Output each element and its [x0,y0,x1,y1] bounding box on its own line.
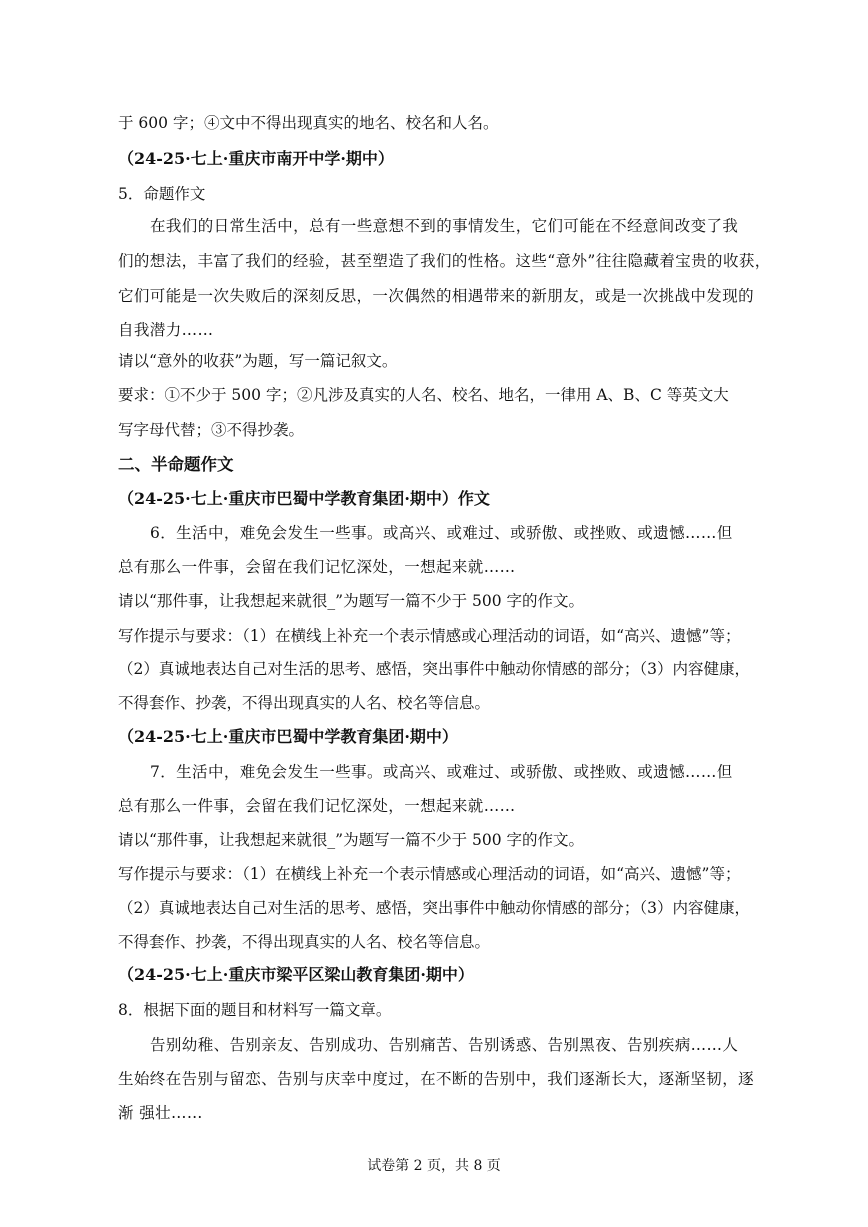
requirements-text: 写作提示与要求：（1）在横线上补充一个表示情感或心理活动的词语，如“高兴、遗憾”等； [118,627,741,645]
requirements-text: 不得套作、抄袭，不得出现真实的人名、校名等信息。 [118,933,491,951]
prompt-text: 生始终在告别与留恋、告别与庆幸中度过，在不断的告别中，我们逐渐长大，逐渐坚韧，逐 [118,1070,755,1088]
requirements-text: 要求：①不少于 500 字；②凡涉及真实的人名、校名、地名，一律用 A、B、C 等英文大 [118,386,729,404]
instruction-text: 请以“那件事，让我想起来就很_”为题写一篇不少于 500 字的作文。 [118,831,585,849]
prompt-text: 总有那么一件事，会留在我们记忆深处，一想起来就…… [118,797,516,815]
requirements-text: 写作提示与要求：（1）在横线上补充一个表示情感或心理活动的词语，如“高兴、遗憾”等； [118,865,741,883]
question-number: 5．命题作文 [118,185,206,203]
prompt-text: 7．生活中，难免会发生一些事。或高兴、或难过、或骄傲、或挫败、或遗憾……但 [150,763,733,781]
page-footer: 试卷第 2 页，共 8 页 [367,1158,501,1174]
instruction-text: 请以“意外的收获”为题，写一篇记叙文。 [118,352,398,370]
prompt-text: 它们可能是一次失败后的深刻反思，一次偶然的相遇带来的新朋友，或是一次挑战中发现的 [118,287,755,305]
section-heading: 二、半命题作文 [118,455,234,474]
prompt-text: 渐 强壮…… [118,1104,203,1122]
instruction-text: 请以“那件事，让我想起来就很_”为题写一篇不少于 500 字的作文。 [118,592,585,610]
question-source: （24-25·七上·重庆市梁平区梁山教育集团·期中） [118,965,474,984]
prompt-text: 自我潜力…… [118,321,214,339]
prompt-text: 6．生活中，难免会发生一些事。或高兴、或难过、或骄傲、或挫败、或遗憾……但 [150,524,733,542]
prompt-text: 在我们的日常生活中，总有一些意想不到的事情发生，它们可能在不经意间改变了我 [150,217,739,235]
prompt-text: 告别幼稚、告别亲友、告别成功、告别痛苦、告别诱惑、告别黑夜、告别疾病……人 [150,1036,739,1054]
prompt-text: 总有那么一件事，会留在我们记忆深处，一想起来就…… [118,558,516,576]
question-source: （24-25·七上·重庆市巴蜀中学教育集团·期中） [118,727,458,746]
requirements-text: （2）真诚地表达自己对生活的思考、感悟，突出事件中触动你情感的部分；（3）内容健康， [118,899,750,917]
question-source: （24-25·七上·重庆市南开中学·期中） [118,149,394,168]
prompt-text: 们的想法，丰富了我们的经验，甚至塑造了我们的性格。这些“意外”往往隐藏着宝贵的收获， [118,252,771,270]
requirements-text: 写字母代替；③不得抄袭。 [118,421,305,439]
requirements-text: 不得套作、抄袭，不得出现真实的人名、校名等信息。 [118,694,491,712]
question-source: （24-25·七上·重庆市巴蜀中学教育集团·期中）作文 [118,489,490,508]
text-line: 于 600 字；④文中不得出现真实的地名、校名和人名。 [118,114,499,132]
requirements-text: （2）真诚地表达自己对生活的思考、感悟，突出事件中触动你情感的部分；（3）内容健康， [118,660,750,678]
question-number: 8．根据下面的题目和材料写一篇文章。 [118,1001,392,1019]
